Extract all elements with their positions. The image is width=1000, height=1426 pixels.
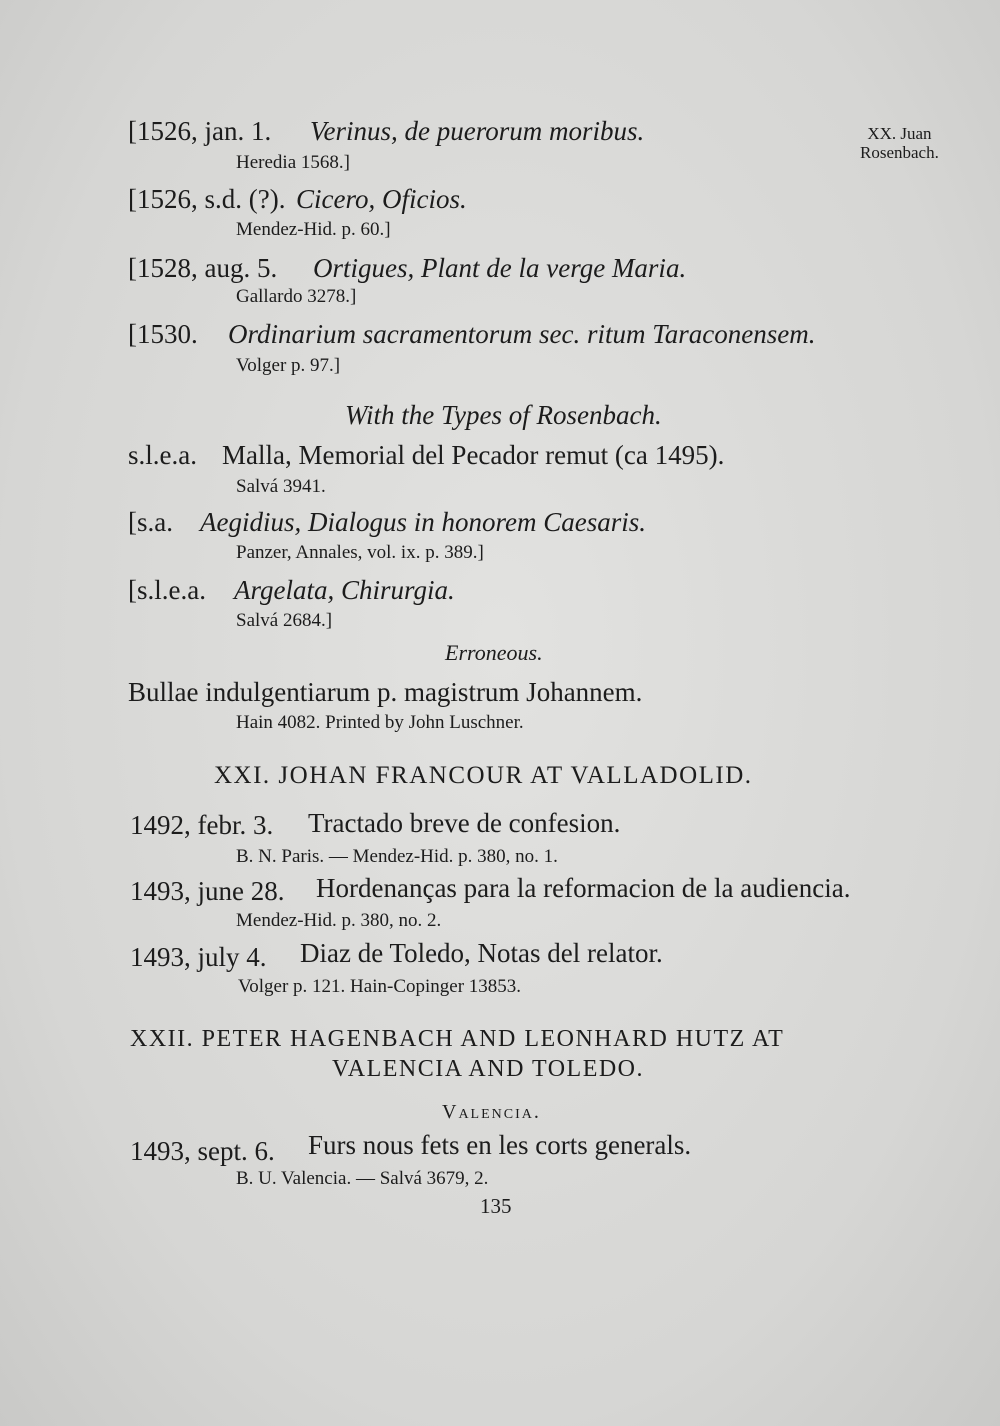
entry-date: [1528, aug. 5. [128,253,278,283]
entry-title-italic: Ortigues, Plant de la verge Maria. [313,253,687,283]
section-heading-line1: XXII. PETER HAGENBACH AND LEONHARD HUTZ AT [130,1026,785,1052]
section-heading-line2: VALENCIA AND TOLEDO. [332,1056,645,1082]
entry-title [310,116,644,147]
entry-reference: Mendez-Hid. p. 380, no. 2. [236,910,442,931]
entry-date: [s.l.e.a. [128,575,206,605]
entry-title [296,184,467,215]
entry-date: [1530. [128,319,198,349]
entry-reference: Heredia 1568.] [236,152,350,173]
entry-title [234,575,455,606]
page-number: 135 [480,1194,512,1218]
entry-date: 1492, febr. 3. [130,810,274,840]
entry-date: 1493, sept. 6. [130,1136,275,1166]
entry-reference: Salvá 2684.] [236,610,333,631]
entry-date: [1526, s.d. (?). [128,184,286,214]
entry-title: Hordenanças para la reformacion de la audiencia. [316,873,851,903]
entry-reference: Panzer, Annales, vol. ix. p. 389.] [236,542,484,563]
margin-note-line2: Rosenbach. [860,143,939,162]
entry-title-italic: Aegidius, Dialogus in honorem Caesaris. [200,507,647,537]
subheading-text: Valencia. [442,1101,541,1123]
entry-title: Malla, Memorial del Pecador remut (ca 1495). [222,440,725,470]
entry-reference: B. N. Paris. — Mendez-Hid. p. 380, no. 1. [236,846,558,867]
entry-reference: Volger p. 97.] [236,355,341,376]
section-subheading [442,1101,541,1124]
entry-reference: B. U. Valencia. — Salvá 3679, 2. [236,1168,489,1189]
section-heading: XXI. JOHAN FRANCOUR AT VALLADOLID. [214,762,753,789]
entry-title-italic: Verinus, de puerorum moribus. [310,116,645,146]
entry-title [228,319,816,350]
entry-title: Tractado breve de confesion. [308,808,621,838]
types-heading: With the Types of Rosenbach. [345,400,662,430]
entry-title: Bullae indulgentiarum p. magistrum Johannem. [128,677,643,707]
entry-date: s.l.e.a. [128,440,197,470]
entry-title: Furs nous fets en les corts generals. [308,1130,692,1160]
margin-note [860,124,939,162]
entry-date: [s.a. [128,507,173,537]
erroneous-heading: Erroneous. [445,640,543,665]
entry-title-italic: Ordinarium sacramentorum sec. ritum Taraconensem. [228,319,816,349]
entry-date: 1493, july 4. [130,942,267,972]
entry-title: Diaz de Toledo, Notas del relator. [300,938,663,968]
entry-reference: Salvá 3941. [236,476,326,497]
entry-reference: Volger p. 121. Hain-Copinger 13853. [238,976,522,997]
entry-title-italic: Cicero, Oficios. [296,184,467,214]
entry-title [200,507,646,538]
entry-title [313,253,686,284]
margin-note-line1: XX. Juan [867,124,932,143]
entry-reference: Gallardo 3278.] [236,286,357,307]
entry-title-italic: Argelata, Chirurgia. [234,575,455,605]
entry-reference: Mendez-Hid. p. 60.] [236,219,391,240]
entry-reference: Hain 4082. Printed by John Luschner. [236,712,524,733]
entry-date: 1493, june 28. [130,876,285,906]
entry-date: [1526, jan. 1. [128,116,272,146]
